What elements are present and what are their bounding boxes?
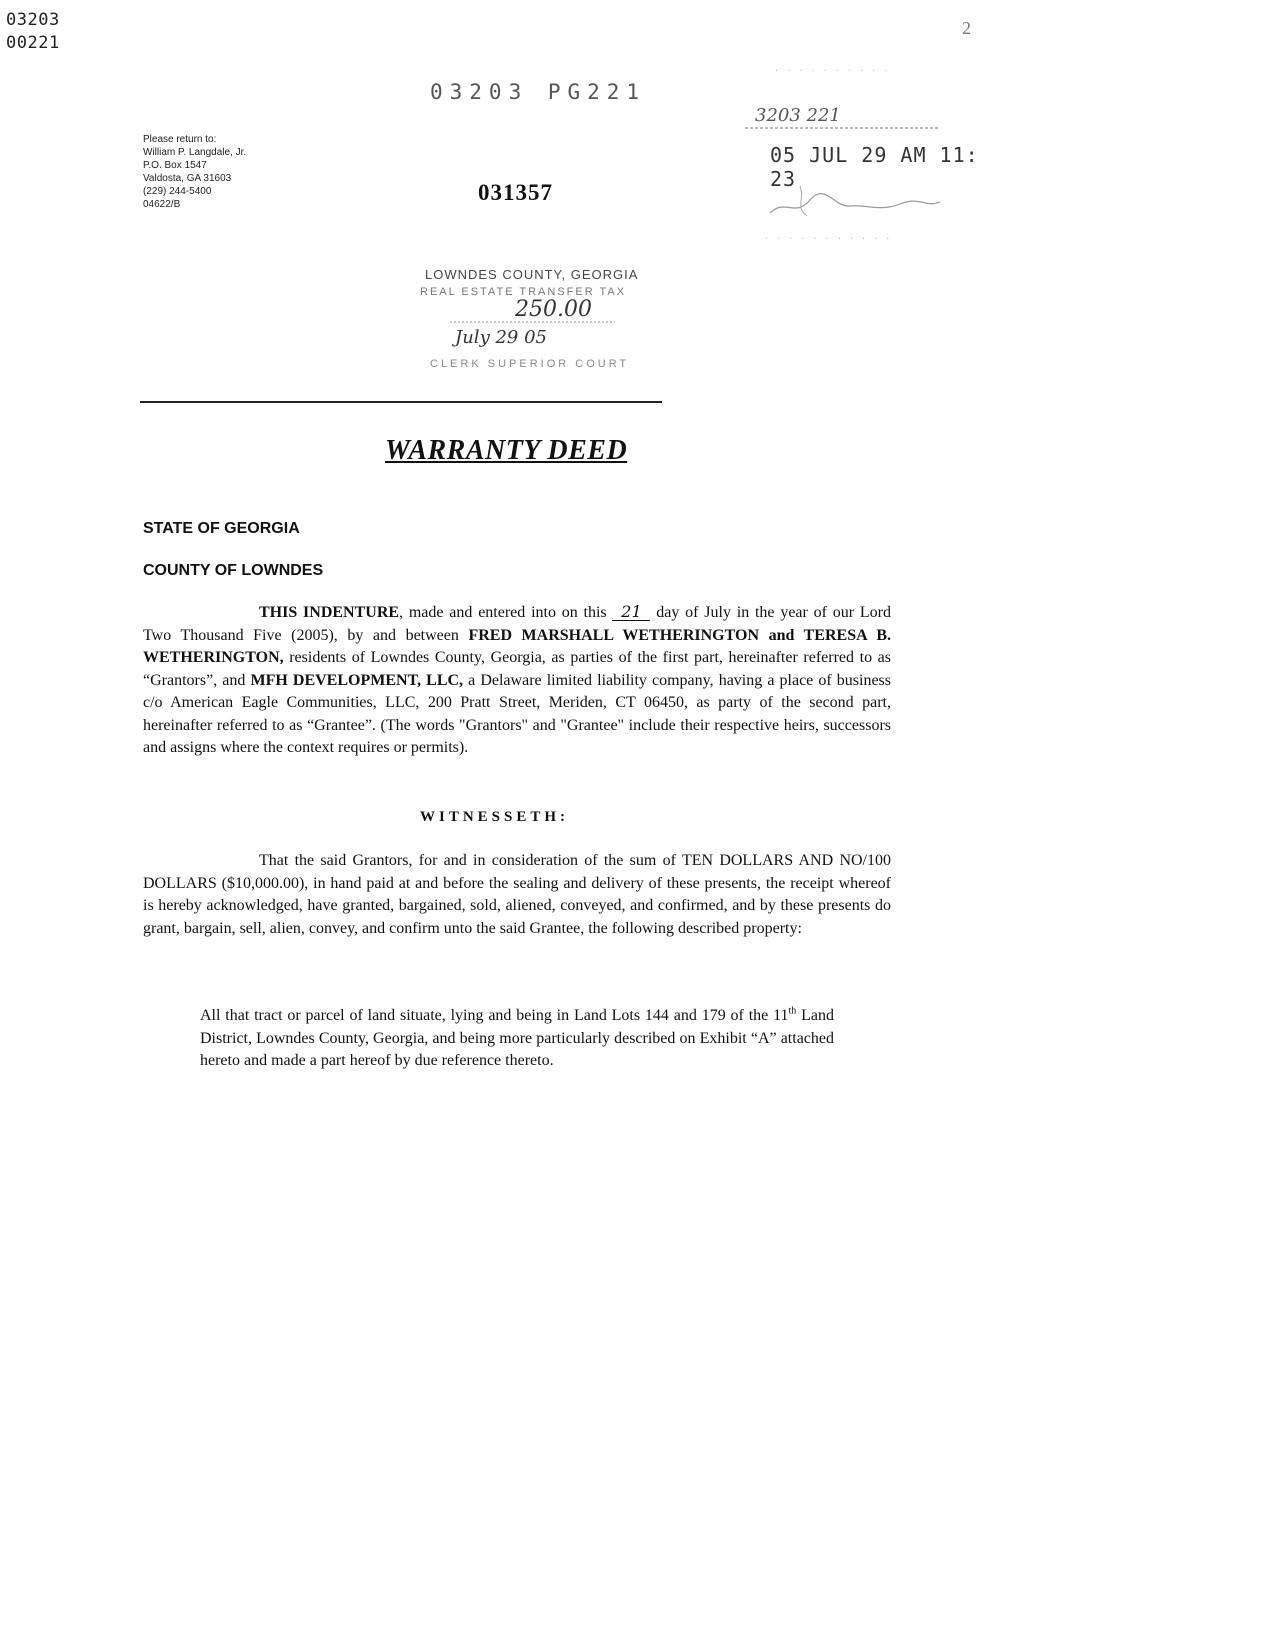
county-heading: COUNTY OF LOWNDES (143, 562, 324, 579)
tax-amount: 250.00 (515, 297, 592, 322)
grantee-name: MFH DEVELOPMENT, LLC, (250, 671, 464, 689)
book-page-stamp: 03203 PG221 (430, 80, 647, 104)
indenture-paragraph (143, 602, 891, 760)
return-line: Valdosta, GA 31603 (143, 173, 232, 184)
witnesseth-heading: WITNESSETH: (420, 809, 570, 825)
indenture-lead: THIS INDENTURE (259, 604, 400, 621)
property-text: All that tract or parcel of land situate, lying and being in Land Lots 144 and 179 of the 11 (200, 1007, 789, 1024)
indenture-text: residents of Lowndes County, Georgia, as parties of the first part, hereinafter referred to as “Grantors”, and (143, 649, 891, 689)
property-description (200, 1005, 834, 1073)
recorded-datetime: 05 JUL 29 AM 11: 23 (770, 143, 979, 191)
tax-date: July 29 05 (455, 327, 547, 348)
consideration-paragraph: That the said Grantors, for and in consideration of the sum of TEN DOLLARS AND NO/100 DOLLARS ($10,000.00), in hand paid at and before the sealing and delivery of these presents, the receipt whereof is hereby acknowledged, have granted, bargained, sold, aliened, conveyed, and confirmed, and by these presents do grant, bargain, sell, alien, convey, and confirm unto the said Grantee, the following described property: (143, 852, 891, 937)
grantor-names: FRED MARSHALL WETHERINGTON and TERESA B. WETHERINGTON, (143, 626, 892, 666)
corner-page-mark: 2 (962, 18, 971, 38)
return-line: Please return to: (143, 134, 217, 145)
document-title: WARRANTY DEED (385, 435, 628, 466)
return-line: 04622/B (143, 199, 181, 210)
instrument-number: 031357 (478, 180, 553, 205)
state-heading: STATE OF GEORGIA (143, 520, 300, 537)
return-line: P.O. Box 1547 (143, 160, 207, 171)
clerk-signature (765, 178, 945, 228)
file-code-line-1: 03203 (6, 10, 60, 30)
tax-amount-line (450, 320, 620, 324)
return-line: (229) 244-5400 (143, 186, 212, 197)
file-code-line-2: 00221 (6, 33, 60, 53)
indenture-text: a Delaware limited liability company, having a place of business c/o American Eagle Communities, LLC, 200 Pratt Street, Meriden, CT 06450, as party of the second part, hereinafter referred to as “Grantee”. (The words "Grantors" and "Grantee" include their respective heirs, successors and assigns where the context requires or permits). (143, 671, 892, 756)
stamp-underline (745, 126, 945, 130)
handwritten-day: 21 (612, 604, 650, 621)
recorded-book-page: 3203 221 (755, 105, 841, 126)
ordinal-suffix: th (788, 1005, 797, 1017)
return-address-block (143, 133, 246, 211)
indenture-text: , made and entered into on this (399, 604, 613, 621)
tax-stamp-county: LOWNDES COUNTY, GEORGIA (425, 267, 639, 282)
indenture-text: day of July in the year of our Lord Two Thousand Five (2005), by and between (143, 604, 891, 644)
tax-stamp-clerk: CLERK SUPERIOR COURT (430, 358, 630, 370)
property-text: Land District, Lowndes County, Georgia, and being more particularly described on Exhibit “A” attached hereto and made a part hereof by due reference thereto. (200, 1007, 835, 1069)
tax-stamp-label: REAL ESTATE TRANSFER TAX (420, 286, 627, 298)
stamp-faint-text: · · · · · · · · · · (775, 65, 891, 76)
transfer-tax-stamp (420, 262, 660, 382)
recording-stamp (745, 60, 995, 250)
return-line: William P. Langdale, Jr. (143, 147, 247, 158)
header-divider (140, 401, 662, 403)
stamp-faint-text: · · · · · · · · · · · (765, 233, 893, 244)
